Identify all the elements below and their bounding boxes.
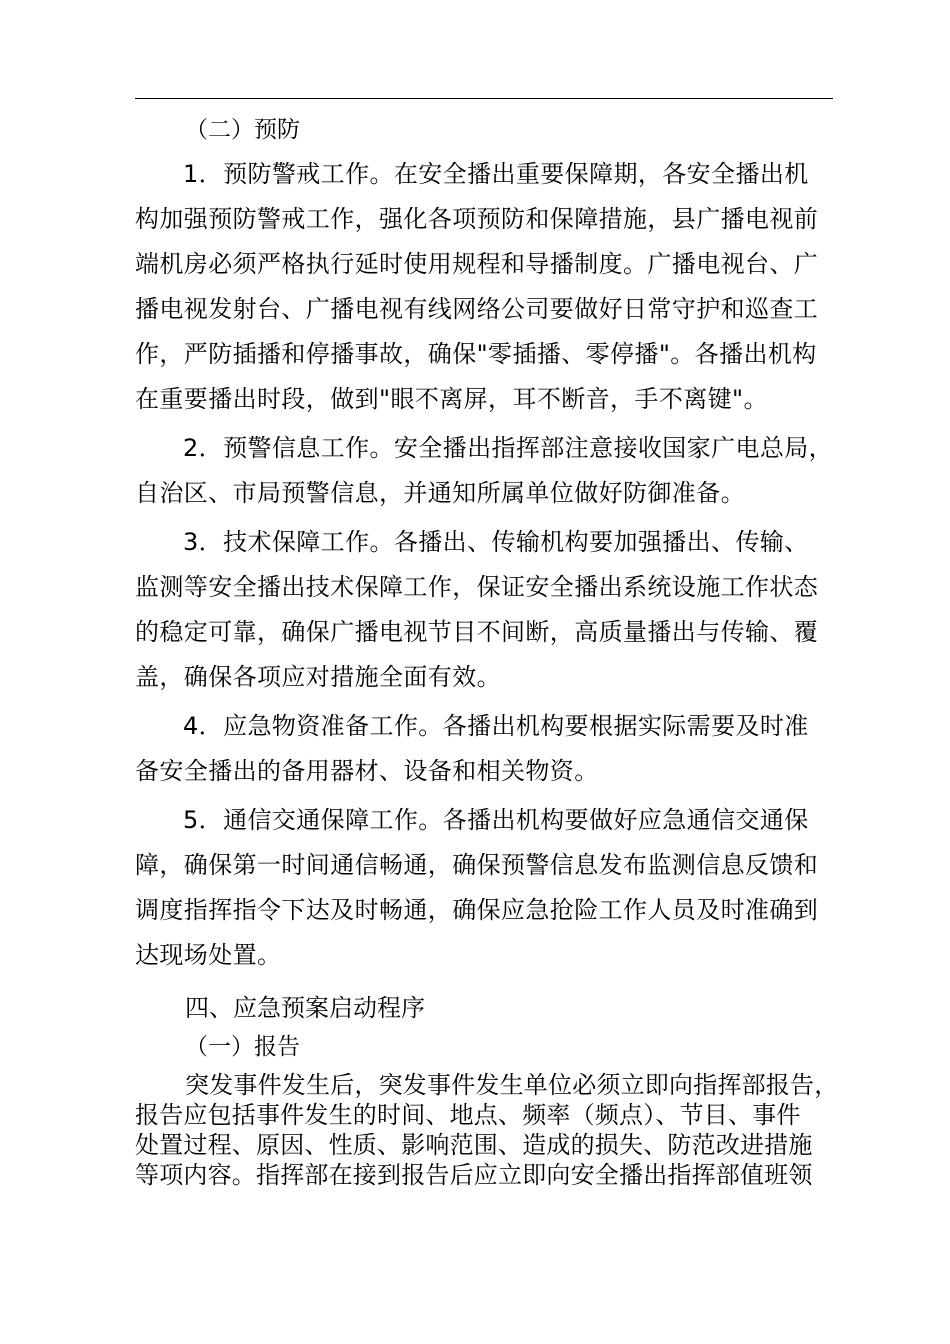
paragraph-item-4 xyxy=(135,704,835,794)
paragraph-line: 播电视发射台、广播电视有线网络公司要做好日常守护和巡查工 xyxy=(135,295,819,323)
section-heading-4: 四、应急预案启动程序 xyxy=(185,994,425,1022)
paragraph-line: 报告应包括事件发生的时间、地点、频率（频点）、节目、事件 xyxy=(135,1101,801,1129)
sub-heading-prevention: （二）预防 xyxy=(185,117,300,143)
paragraph-line: 备安全播出的备用器材、设备和相关物资。 xyxy=(135,757,599,785)
paragraph-line: 构加强预防警戒工作，强化各项预防和保障措施，县广播电视前 xyxy=(135,205,819,233)
paragraph-item-1 xyxy=(135,152,835,422)
paragraph-item-3 xyxy=(135,520,835,700)
paragraph-line: 处置过程、原因、性质、影响范围、造成的损失、防范改进措施 xyxy=(135,1131,813,1159)
document-body xyxy=(135,112,839,1190)
paragraph-line: 在重要播出时段，做到"眼不离屏，耳不断音，手不离键"。 xyxy=(135,385,768,413)
paragraph-item-2 xyxy=(135,426,835,516)
paragraph-line: 自治区、市局预警信息，并通知所属单位做好防御准备。 xyxy=(135,479,745,507)
paragraph-line: 端机房必须严格执行延时使用规程和导播制度。广播电视台、广 xyxy=(135,250,819,278)
paragraph-line: 2．预警信息工作。安全播出指挥部注意接收国家广电总局， xyxy=(183,434,834,462)
paragraph-item-5 xyxy=(135,798,835,978)
header-rule xyxy=(135,98,833,99)
paragraph-line: 调度指挥指令下达及时畅通，确保应急抢险工作人员及时准确到 xyxy=(135,896,819,924)
paragraph-line: 4．应急物资准备工作。各播出机构要根据实际需要及时准 xyxy=(183,712,809,740)
paragraph-line: 障，确保第一时间通信畅通，确保预警信息发布监测信息反馈和 xyxy=(135,851,819,879)
paragraph-line: 3．技术保障工作。各播出、传输机构要加强播出、传输、 xyxy=(183,528,809,556)
paragraph-line: 等项内容。指挥部在接到报告后应立即向安全播出指挥部值班领 xyxy=(135,1161,813,1189)
paragraph-line: 盖，确保各项应对措施全面有效。 xyxy=(135,663,501,691)
paragraph-line: 作，严防插播和停播事故，确保"零插播、零停播"。各播出机构 xyxy=(135,340,817,368)
paragraph-line: 监测等安全播出技术保障工作，保证安全播出系统设施工作状态 xyxy=(135,573,819,601)
paragraph-line: 1．预防警戒工作。在安全播出重要保障期，各安全播出机 xyxy=(183,160,809,188)
paragraph-line: 突发事件发生后，突发事件发生单位必须立即向指挥部报告， xyxy=(185,1071,839,1099)
paragraph-line: 达现场处置。 xyxy=(135,941,282,969)
paragraph-line: 5．通信交通保障工作。各播出机构要做好应急通信交通保 xyxy=(183,806,809,834)
paragraph-report xyxy=(135,1070,839,1190)
paragraph-line: 的稳定可靠，确保广播电视节目不间断，高质量播出与传输、覆 xyxy=(135,618,819,646)
sub-heading-report: （一）报告 xyxy=(185,1034,300,1060)
